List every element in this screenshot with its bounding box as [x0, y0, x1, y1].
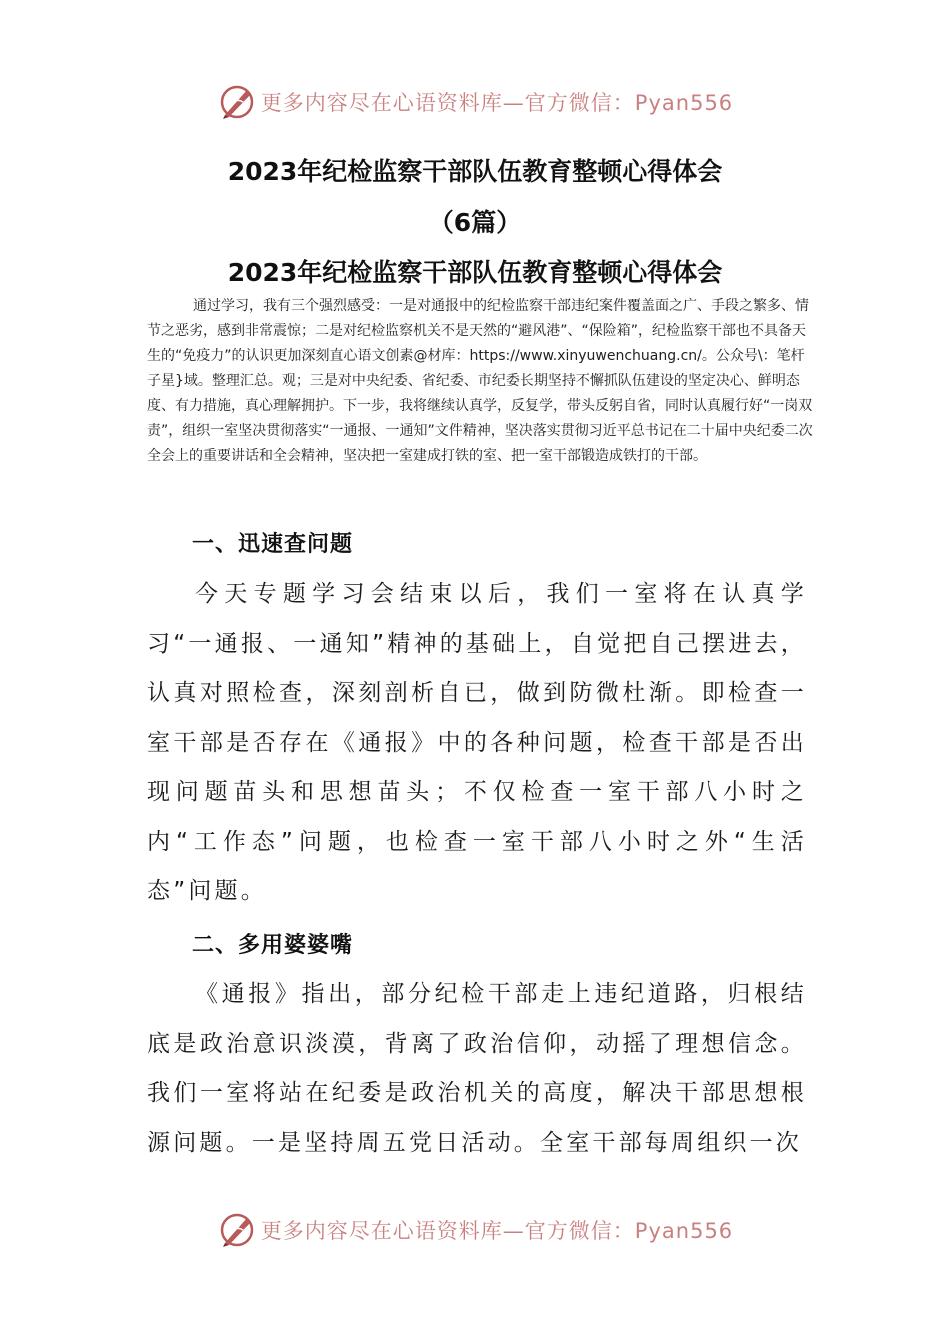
section-title: 2023年纪检监察干部队伍教育整顿心得体会: [227, 258, 723, 287]
footer-banner: [0, 1208, 950, 1252]
intro-paragraph: 通过学习，我有三个强烈感受：一是对通报中的纪检监察干部违纪案件覆盖面之广、手段之繁多、情节之恶劣，感到非常震惊；二是对纪检监察机关不是天然的“避风港”、“保险箱”，纪检监察干部也不具备天生的“免疫力”的认识更加深刻直心语文创素@材库：https://www.xinyuwenchuang.cn/。公众号\：笔杆子星}域。整理汇总。观；三是对中央纪委、省纪委、市纪委长期坚持不懈抓队伍建设的坚定决心、鲜明态度、有力措施，真心理解拥护。下一步，我将继续认真学，反复学，带头反躬自省，同时认真履行好“一岗双责”，组织一室坚决贯彻落实“一通报、一通知”文件精神，坚决落实贯彻习近平总书记在二十届中央纪委二次全会上的重要讲话和全会精神，坚决把一室建成打铁的室、把一室干部锻造成铁打的干部。: [147, 298, 813, 464]
heading-2: 二、多用婆婆嘴: [192, 933, 354, 958]
document-title: 2023年纪检监察干部队伍教育整顿心得体会: [227, 157, 723, 186]
pen-logo-icon: [217, 82, 257, 122]
paragraph-1: 今天专题学习会结束以后，我们一室将在认真学习“一通报、一通知”精神的基础上，自觉把自己摆进去，认真对照检查，深刻剖析自已，做到防微杜渐。即检查一室干部是否存在《通报》中的各种问题，检查干部是否出现问题苗头和思想苗头；不仅检查一室干部八小时之内“工作态”问题，也检查一室干部八小时之外“生活态”问题。: [147, 581, 807, 904]
header-banner-text: 更多内容尽在心语资料库—官方微信：Pyan556: [260, 91, 734, 115]
pen-logo-icon: [217, 1210, 257, 1250]
footer-banner-text: 更多内容尽在心语资料库—官方微信：Pyan556: [260, 1219, 734, 1243]
heading-1: 一、迅速查问题: [192, 532, 354, 557]
paragraph-2: 《通报》指出，部分纪检干部走上违纪道路，归根结底是政治意识淡漠，背离了政治信仰，动摇了理想信念。我们一室将站在纪委是政治机关的高度，解决干部思想根源问题。一是坚持周五党日活动。全室干部每周组织一次: [147, 981, 807, 1156]
document-subtitle: （6篇）: [428, 208, 522, 237]
header-banner: [0, 80, 950, 124]
